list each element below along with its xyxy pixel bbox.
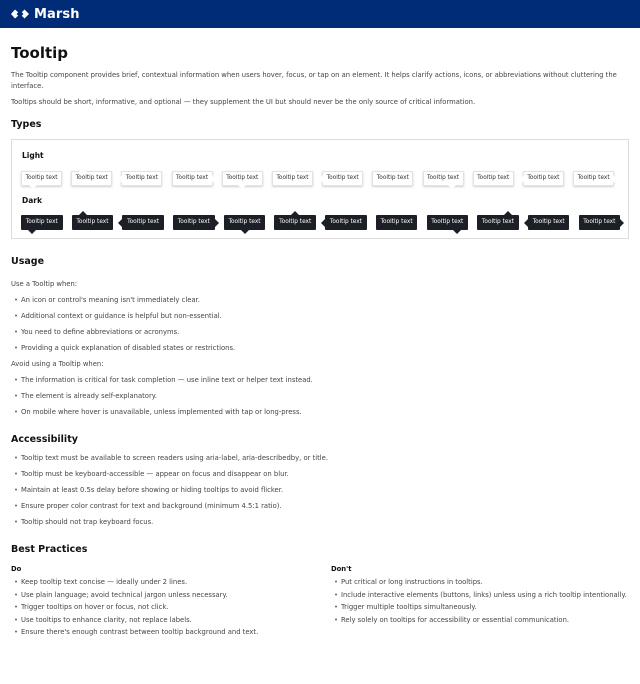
tooltip-label: Tooltip text <box>376 175 409 181</box>
tooltip-label: Tooltip text <box>577 175 610 181</box>
tooltip-label: Tooltip text <box>228 219 261 225</box>
tooltip-label: Tooltip text <box>431 219 464 225</box>
tooltip-label: Tooltip text <box>176 175 209 181</box>
light-tooltip-row <box>21 171 623 186</box>
tooltip-arrow <box>520 175 524 183</box>
tooltip-label: Tooltip text <box>25 175 58 181</box>
dark-tooltip-row <box>21 215 629 230</box>
list-item: • An icon or control's meaning isn't immediately clear. <box>11 295 629 305</box>
list-item: • Providing a quick explanation of disabled states or restrictions. <box>11 343 629 353</box>
dont-column <box>320 564 629 638</box>
light-tooltip-sample <box>272 171 313 186</box>
tooltip-label: Tooltip text <box>477 175 510 181</box>
dark-tooltip-sample <box>21 215 63 230</box>
intro-paragraph-2: Tooltips should be short, informative, and optional — they supplement the UI but should never be the only source of critical information. <box>11 98 476 106</box>
usage-avoid-intro: Avoid using a Tooltip when: <box>11 360 104 368</box>
light-label: Light <box>22 151 44 160</box>
list-item: • Rely solely on tooltips for accessibility or essential communication. <box>331 616 629 626</box>
list-item: • Use plain language; avoid technical jargon unless necessary. <box>11 591 320 601</box>
dont-list <box>331 578 629 625</box>
tooltip-label: Tooltip text <box>532 219 565 225</box>
best-practices-columns <box>11 564 629 638</box>
list-item: • You need to define abbreviations or acronyms. <box>11 327 629 337</box>
dark-tooltip-sample <box>72 215 114 230</box>
light-tooltip-sample <box>222 171 263 186</box>
tooltip-arrow <box>241 230 249 234</box>
do-column <box>11 564 320 638</box>
light-tooltip-sample <box>423 171 464 186</box>
tooltip-label: Tooltip text <box>527 175 560 181</box>
light-tooltip-sample <box>172 171 213 186</box>
list-item: • Maintain at least 0.5s delay before showing or hiding tooltips to avoid flicker. <box>11 485 629 495</box>
top-bar <box>0 0 640 28</box>
tooltip-label: Tooltip text <box>481 219 514 225</box>
tooltip-arrow <box>215 219 219 227</box>
tooltip-arrow <box>79 211 87 215</box>
do-list <box>11 578 320 638</box>
dark-tooltip-sample <box>427 215 469 230</box>
tooltip-arrow <box>212 175 216 183</box>
tooltip-label: Tooltip text <box>25 219 58 225</box>
list-item: • Use tooltips to enhance clarity, not replace labels. <box>11 616 320 626</box>
tooltip-arrow <box>453 230 461 234</box>
dont-title: Don't <box>331 565 352 573</box>
tooltip-arrow <box>28 230 36 234</box>
tooltip-arrow <box>29 185 37 189</box>
list-item: • Ensure proper color contrast for text and background (minimum 4.5:1 ratio). <box>11 501 629 511</box>
list-item: • Include interactive elements (buttons, links) unless using a rich tooltip intentionally. <box>331 591 629 601</box>
tooltip-arrow <box>319 175 323 183</box>
tooltip-label: Tooltip text <box>226 175 259 181</box>
brand-name: Marsh <box>34 6 80 22</box>
main-content <box>0 44 640 638</box>
dark-tooltip-sample <box>579 215 621 230</box>
section-heading-types: Types <box>11 119 42 130</box>
light-tooltip-sample <box>322 171 363 186</box>
tooltip-arrow <box>620 219 624 227</box>
tooltip-label: Tooltip text <box>276 175 309 181</box>
light-tooltip-sample <box>21 171 62 186</box>
tooltip-arrow <box>118 175 122 183</box>
usage-use-list <box>11 295 629 353</box>
types-showcase <box>11 139 629 239</box>
list-item: • Ensure there's enough contrast between tooltip background and text. <box>11 628 320 638</box>
tooltip-arrow <box>504 211 512 215</box>
list-item: • Keep tooltip text concise — ideally under 2 lines. <box>11 578 320 588</box>
dark-tooltip-sample <box>173 215 215 230</box>
tooltip-arrow <box>288 168 296 172</box>
section-heading-usage: Usage <box>11 256 45 267</box>
dark-tooltip-sample <box>528 215 570 230</box>
dark-tooltip-sample <box>224 215 266 230</box>
tooltip-arrow <box>79 168 87 172</box>
dark-label: Dark <box>22 196 42 205</box>
tooltip-label: Tooltip text <box>326 175 359 181</box>
dark-tooltip-sample <box>376 215 418 230</box>
tooltip-label: Tooltip text <box>380 219 413 225</box>
brand-logo[interactable] <box>10 7 80 22</box>
light-tooltip-sample <box>573 171 614 186</box>
dark-tooltip-sample <box>122 215 164 230</box>
list-item: • Trigger multiple tooltips simultaneously. <box>331 603 629 613</box>
light-tooltip-sample <box>71 171 112 186</box>
tooltip-arrow <box>238 185 246 189</box>
tooltip-label: Tooltip text <box>75 175 108 181</box>
tooltip-label: Tooltip text <box>329 219 362 225</box>
list-item: • Trigger tooltips on hover or focus, not click. <box>11 603 320 613</box>
list-item: • Tooltip must be keyboard-accessible — appear on focus and disappear on blur. <box>11 469 629 479</box>
usage-use-intro: Use a Tooltip when: <box>11 280 78 288</box>
tooltip-arrow <box>498 168 506 172</box>
list-item: • Put critical or long instructions in tooltips. <box>331 578 629 588</box>
tooltip-arrow <box>118 219 122 227</box>
list-item: • Tooltip text must be available to screen readers using aria-label, aria-describedby, or title. <box>11 453 629 463</box>
tooltip-label: Tooltip text <box>177 219 210 225</box>
dark-tooltip-sample <box>274 215 316 230</box>
intro-paragraph-1: The Tooltip component provides brief, contextual information when users hover, focus, or tap on an element. It helps clarify actions, icons, or abbreviations without cluttering the interface. <box>11 71 617 90</box>
tooltip-arrow <box>448 185 456 189</box>
section-heading-best-practices: Best Practices <box>11 544 88 555</box>
section-heading-accessibility: Accessibility <box>11 434 78 445</box>
dark-tooltip-sample <box>477 215 519 230</box>
tooltip-arrow <box>291 211 299 215</box>
tooltip-arrow <box>524 219 528 227</box>
list-item: • The information is critical for task completion — use inline text or helper text instead. <box>11 375 629 385</box>
accessibility-list <box>11 453 629 527</box>
marsh-logo-icon <box>10 8 30 20</box>
list-item: • On mobile where hover is unavailable, unless implemented with tap or long-press. <box>11 407 629 417</box>
tooltip-label: Tooltip text <box>125 175 158 181</box>
light-tooltip-sample <box>523 171 564 186</box>
tooltip-arrow <box>613 175 617 183</box>
tooltip-arrow <box>321 219 325 227</box>
light-tooltip-sample <box>473 171 514 186</box>
tooltip-label: Tooltip text <box>583 219 616 225</box>
list-item: • Tooltip should not trap keyboard focus. <box>11 517 629 527</box>
page-title: Tooltip <box>11 44 69 62</box>
list-item: • The element is already self-explanatory. <box>11 391 629 401</box>
usage-avoid-list <box>11 375 629 417</box>
light-tooltip-sample <box>372 171 413 186</box>
tooltip-label: Tooltip text <box>127 219 160 225</box>
do-title: Do <box>11 565 22 573</box>
light-tooltip-sample <box>121 171 162 186</box>
tooltip-label: Tooltip text <box>279 219 312 225</box>
dark-tooltip-sample <box>325 215 367 230</box>
tooltip-label: Tooltip text <box>76 219 109 225</box>
tooltip-label: Tooltip text <box>426 175 460 181</box>
list-item: • Additional context or guidance is helpful but non-essential. <box>11 311 629 321</box>
